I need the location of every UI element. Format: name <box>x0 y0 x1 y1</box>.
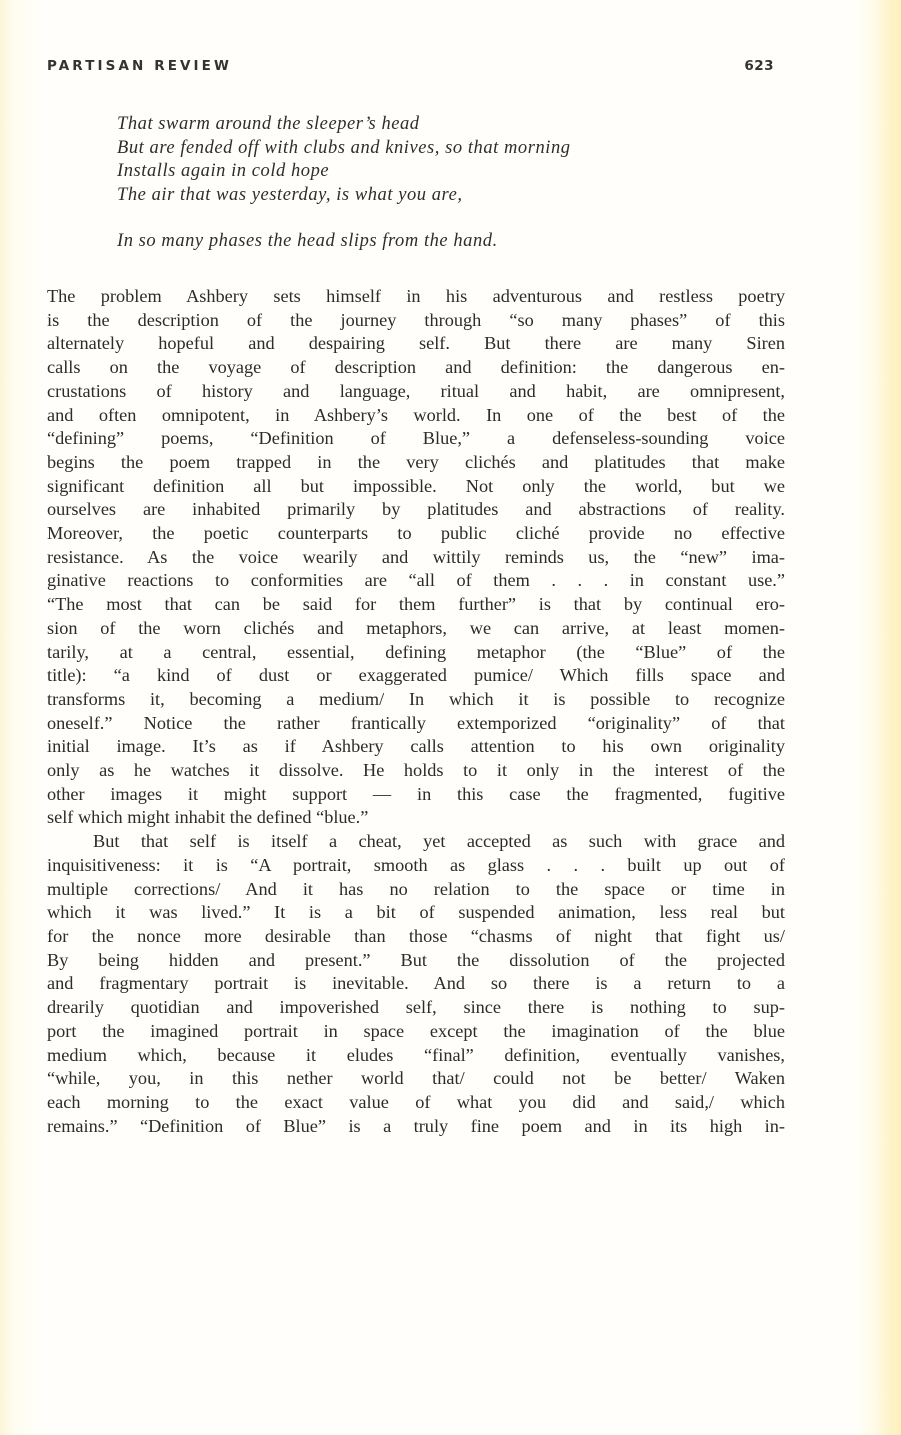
text-line: alternately hopeful and despairing self. But there are many Siren <box>47 333 785 354</box>
poem-line: The air that was yesterday, is what you are, <box>117 184 463 205</box>
text-line: calls on the voyage of description and definition: the dangerous en- <box>47 357 785 378</box>
text-line: “The most that can be said for them further” is that by continual ero- <box>47 594 785 615</box>
text-line: ginative reactions to conformities are “all of them . . . in constant use.” <box>47 570 785 591</box>
text-line: oneself.” Notice the rather frantically extemporized “originality” of that <box>47 712 785 733</box>
text-line: But that self is itself a cheat, yet accepted as such with grace and <box>93 831 785 852</box>
text-line: only as he watches it dissolve. He holds to it only in the interest of the <box>47 760 785 781</box>
text-line: which it was lived.” It is a bit of suspended animation, less real but <box>47 902 785 923</box>
poem-line: That swarm around the sleeper’s head <box>117 114 420 134</box>
text-line: drearily quotidian and impoverished self, since there is nothing to sup- <box>47 997 785 1018</box>
body-text <box>47 285 785 1138</box>
text-line: each morning to the exact value of what you did and said,/ which <box>47 1091 785 1112</box>
text-line: begins the poem trapped in the very clichés and platitudes that make <box>47 451 785 472</box>
text-line: tarily, at a central, essential, defining metaphor (the “Blue” of the <box>47 641 785 662</box>
body-paragraph <box>47 285 785 830</box>
text-line: self which might inhabit the defined “blue.” <box>47 807 369 828</box>
text-line: crustations of history and language, ritual and habit, are omnipresent, <box>47 380 785 401</box>
text-line: ourselves are inhabited primarily by platitudes and abstractions of reality. <box>47 499 785 520</box>
running-head <box>47 58 774 74</box>
poem-line: But are fended off with clubs and knives, so that morning <box>117 137 571 158</box>
text-line: Moreover, the poetic counterparts to public cliché provide no effective <box>47 523 785 544</box>
text-line: title): “a kind of dust or exaggerated pumice/ Which fills space and <box>47 665 785 686</box>
text-line: multiple corrections/ And it has no relation to the space or time in <box>47 878 785 899</box>
text-line: transforms it, becoming a medium/ In which it is possible to recognize <box>47 688 785 709</box>
text-line: and fragmentary portrait is inevitable. And so there is a return to a <box>47 973 785 994</box>
text-line: By being hidden and present.” But the dissolution of the projected <box>47 949 785 970</box>
text-line: sion of the worn clichés and metaphors, we can arrive, at least momen- <box>47 617 785 638</box>
text-line: medium which, because it eludes “final” definition, eventually vanishes, <box>47 1044 785 1065</box>
poem-stanza <box>117 230 757 254</box>
text-line: for the nonce more desirable than those “chasms of night that fight us/ <box>47 925 785 946</box>
text-line: significant definition all but impossible. Not only the world, but we <box>47 475 785 496</box>
text-line: inquisitiveness: it is “A portrait, smooth as glass . . . built up out of <box>47 854 785 875</box>
text-line: and often omnipotent, in Ashbery’s world. In one of the best of the <box>47 404 785 425</box>
poem-line: Installs again in cold hope <box>117 161 330 181</box>
poem-stanza <box>117 113 757 207</box>
text-line: port the imagined portrait in space except the imagination of the blue <box>47 1020 785 1041</box>
page-number: 623 <box>744 58 774 74</box>
body-paragraph <box>47 830 785 1138</box>
text-line: is the description of the journey through “so many phases” of this <box>47 309 785 330</box>
poem-line: In so many phases the head slips from the hand. <box>117 231 498 251</box>
journal-title: PARTISAN REVIEW <box>47 58 232 74</box>
text-line: “while, you, in this nether world that/ could not be better/ Waken <box>47 1068 785 1089</box>
text-line: initial image. It’s as if Ashbery calls attention to his own originality <box>47 736 785 757</box>
text-line: The problem Ashbery sets himself in his adventurous and restless poetry <box>47 286 785 306</box>
text-line: “defining” poems, “Definition of Blue,” a defenseless-sounding voice <box>47 428 785 449</box>
text-line: resistance. As the voice wearily and wittily reminds us, the “new” ima- <box>47 546 785 567</box>
poem-quotation <box>117 113 757 254</box>
text-line: remains.” “Definition of Blue” is a truly fine poem and in its high in- <box>47 1115 785 1136</box>
text-line: other images it might support — in this case the fragmented, fugitive <box>47 783 785 804</box>
